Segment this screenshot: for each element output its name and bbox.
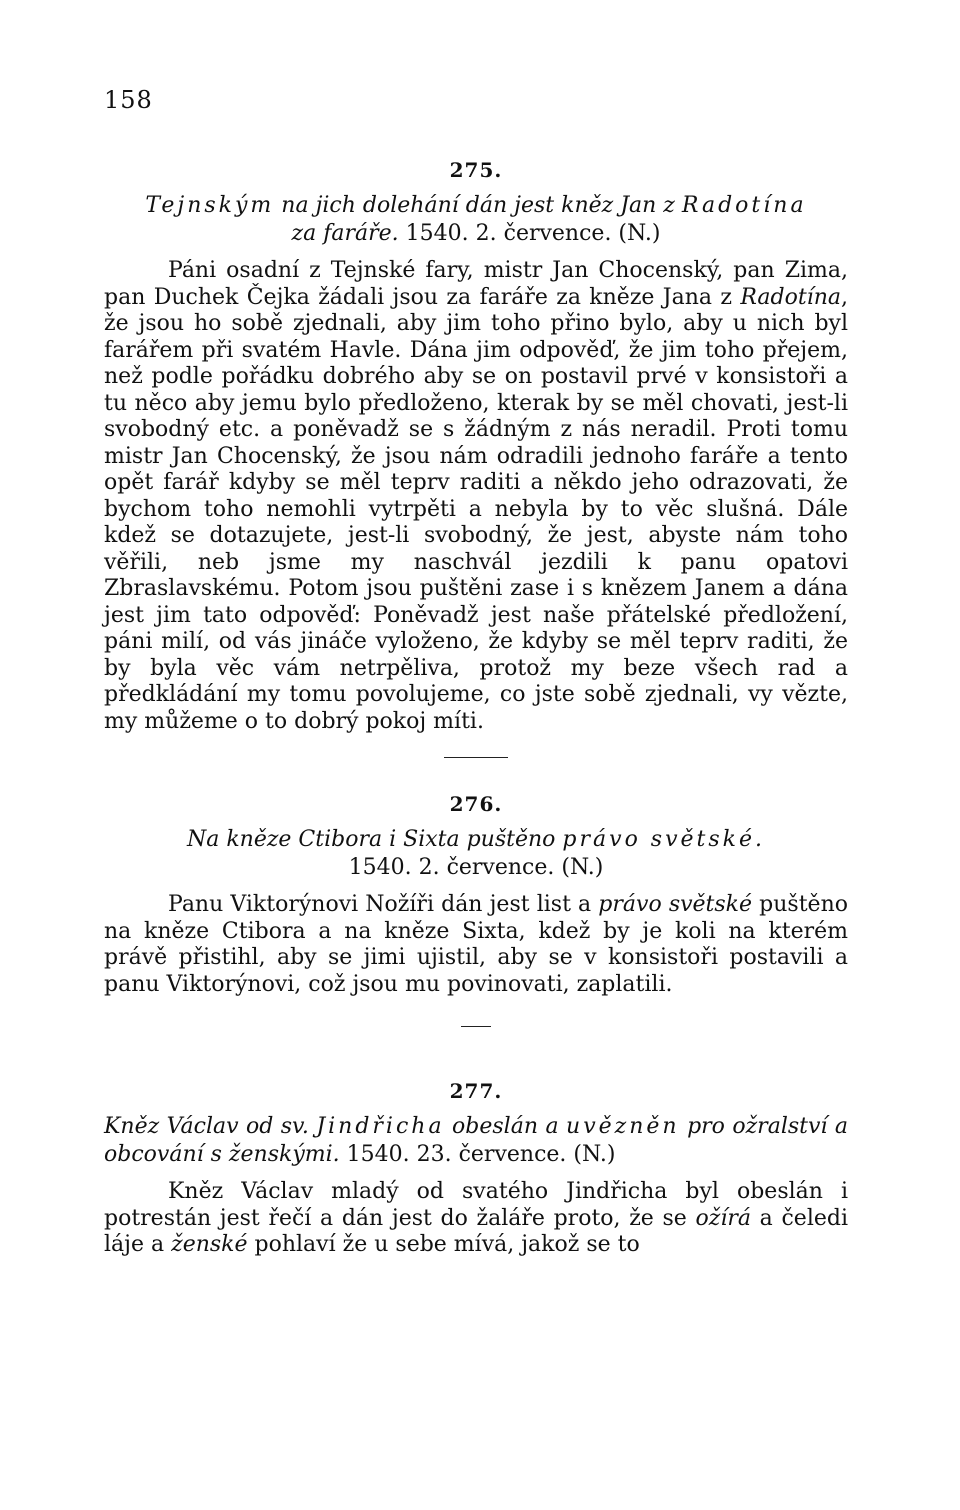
heading-date: 1540. 2. července. (N.) — [348, 855, 604, 880]
paragraph-text: Páni osadní z Tejnské fary, mistr Jan Chocenský, pan Zima, pan Duchek Čejka žádali jsou za faráře za kněze Jana z — [104, 258, 848, 310]
entry-number: 276. — [449, 792, 503, 816]
heading-place: Radotína — [681, 193, 807, 218]
entry-paragraph — [104, 892, 848, 998]
paragraph-text: , že jsou ho sobě zjednali, aby jim toho přino bylo, aby u nich byl farářem při svatém Havle. Dána jim odpověď, že jim toho přejem, než podle pořádku dobrého aby se on postavil prvé v konsistoři a tu něco aby jemu bylo předloženo, kterak by se měl chovati, jest-li svobodný etc. a poněvadž se s žádným z nás neradil. Proti tomu mistr Jan Chocenský, že jsou nám odradili jednoho faráře a tento opět farář kdyby se měl teprv raditi a někdo jeho odrazovati, že bychom toho nemohli vytrpěti a nebyla by to věc slušná. Dále kdež se dotazujete, jest-li svobodný, že jest, abyste nám toho věřili, neb jsme my naschvál jezdili k panu opatovi Zbraslavskému. Potom jsou puštěni zase i s knězem Janem a dána jest jim tato odpověď: Poněvadž jest naše přátelské předložení, páni milí, od vás jináče vyloženo, že kdyby se měl teprv raditi, že by byla věc vám netrpěliva, protož my beze všech rad a předkládání my tomu povolujeme, co jste sobě zjednali, vy vězte, my můžeme o to dobrý pokoj míti. — [104, 284, 848, 734]
paragraph-italic: ožírá — [695, 1205, 751, 1231]
heading-emphasis: Jindřicha — [316, 1114, 445, 1139]
entry-heading — [104, 826, 848, 882]
heading-date: 1540. 2. července. (N.) — [405, 221, 661, 246]
entry-275 — [104, 158, 848, 735]
paragraph-text: pohlaví že u sebe mívá, jakož se to — [247, 1232, 640, 1257]
heading-text: obeslán a — [452, 1114, 559, 1139]
heading-text: na jich dolehání dán jest kněz Jan z — [281, 193, 675, 218]
entry-277 — [104, 1079, 848, 1259]
paragraph-text: Kněz Václav mladý od svatého Jindřicha byl obeslán i potrestán jest řečí a dán jest do žaláře proto, že se — [104, 1179, 848, 1231]
entry-276 — [104, 792, 848, 998]
entry-paragraph — [104, 258, 848, 735]
heading-emphasis: právo světské. — [562, 827, 766, 852]
heading-date: 1540. 23. července. (N.) — [346, 1142, 616, 1167]
paragraph-italic: právo světské — [598, 892, 753, 917]
entry-heading — [104, 192, 848, 248]
entry-heading — [104, 1113, 848, 1169]
entry-number: 275. — [449, 158, 503, 182]
paragraph-italic: Radotína — [740, 284, 841, 310]
entry-number: 277. — [449, 1079, 503, 1103]
paragraph-text: a čeledi láje a — [104, 1205, 848, 1257]
page-number: 158 — [104, 86, 153, 114]
paragraph-text: puštěno na kněze Ctibora a na kněze Sixta, kdež by je koli na kterém právě přistihl, aby se jimi ujistil, aby se v konsistoři postavili a panu Viktorýnovi, což jsou mu povinovati, zaplatili. — [104, 892, 848, 997]
heading-emphasis: uvězněn — [566, 1114, 680, 1139]
paragraph-italic: ženské — [171, 1232, 248, 1257]
heading-text: za faráře. — [291, 221, 399, 246]
heading-text: Kněz Václav od sv. — [104, 1114, 309, 1139]
paragraph-text: Panu Viktorýnovi Nožíři dán jest list a — [168, 892, 599, 917]
heading-text: pro ožralství a obcování s ženskými. — [104, 1114, 849, 1167]
section-divider — [461, 1026, 491, 1027]
section-divider — [444, 757, 508, 758]
entry-paragraph — [104, 1179, 848, 1259]
heading-text: Na kněze Ctibora i Sixta puštěno — [186, 827, 556, 852]
document-page — [104, 88, 848, 1259]
heading-word: Tejnským — [145, 193, 275, 218]
